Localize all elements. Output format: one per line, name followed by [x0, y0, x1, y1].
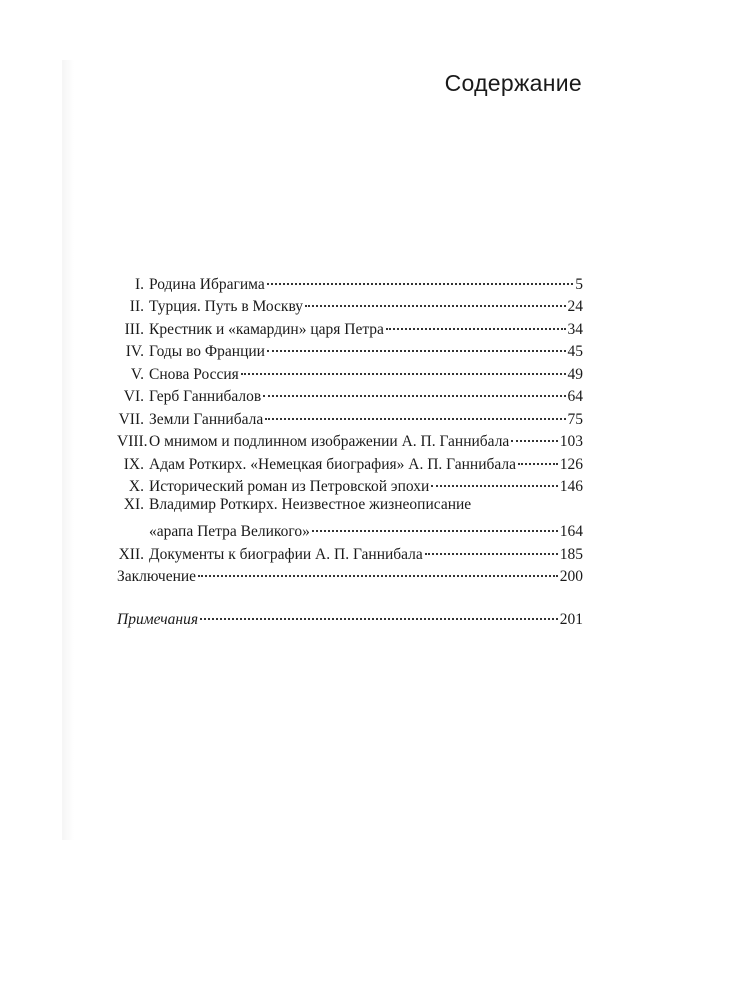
toc-entry-10[interactable] — [117, 474, 583, 497]
table-of-contents — [117, 271, 583, 629]
toc-entry-title: Адам Роткирх. «Немецкая биография» А. П. Ганнибала — [149, 455, 517, 473]
toc-entry-title: Крестник и «камардин» царя Петра — [149, 320, 384, 338]
toc-entry-title: Примечания — [117, 610, 199, 628]
toc-entry-title-continued: «арапа Петра Великого» — [149, 523, 310, 540]
dot-leader — [511, 425, 557, 443]
dot-leader — [518, 447, 558, 465]
dot-leader — [198, 560, 558, 578]
toc-entry-page: 185 — [559, 545, 583, 563]
toc-entry-title: Турция. Путь в Москву — [149, 298, 304, 315]
dot-leader — [305, 290, 565, 308]
toc-entry-page: 146 — [559, 478, 583, 495]
toc-entry-page: 75 — [567, 410, 583, 428]
toc-entry-page: 164 — [559, 523, 583, 540]
toc-entry-title: О мнимом и подлинном изображении А. П. Ганнибала — [149, 433, 510, 450]
toc-entry-number: IX. — [123, 455, 144, 473]
toc-entry-number: IV. — [125, 343, 144, 360]
dot-leader — [431, 470, 557, 488]
page-title: Содержание — [444, 70, 582, 96]
dot-leader — [267, 267, 574, 285]
toc-entry-page: 126 — [559, 455, 583, 473]
toc-entry-number: VI. — [123, 388, 144, 405]
toc-entry-title: Исторический роман из Петровской эпохи — [149, 478, 430, 495]
toc-entry-conclusion[interactable] — [117, 564, 583, 587]
toc-entry-title: Родина Ибрагима — [149, 275, 265, 293]
toc-entry-page: 45 — [567, 343, 583, 360]
toc-entry-title: Владимир Роткирх. Неизвестное жизнеописание — [149, 496, 472, 513]
toc-entry-8[interactable] — [117, 429, 583, 452]
dot-leader — [241, 357, 566, 375]
toc-entry-page: 5 — [575, 275, 583, 293]
toc-entry-page: 103 — [559, 433, 583, 450]
page-edge-shadow — [62, 60, 74, 840]
dot-leader — [265, 402, 565, 420]
toc-entry-number: XII. — [118, 545, 144, 563]
dot-leader — [312, 515, 558, 533]
toc-entry-title: Документы к биографии А. П. Ганнибала — [149, 545, 423, 563]
toc-entry-title: Снова Россия — [149, 365, 239, 383]
toc-entry-number: X. — [128, 478, 144, 495]
toc-entry-page: 49 — [567, 365, 583, 383]
toc-entry-title: Годы во Франции — [149, 343, 265, 360]
dot-leader — [267, 335, 566, 353]
dot-leader — [425, 537, 558, 555]
toc-entry-number: VIII. — [117, 433, 148, 450]
toc-entry-page: 24 — [567, 298, 583, 315]
toc-entry-page: 34 — [567, 320, 583, 338]
toc-entry-number: VII. — [118, 410, 144, 428]
toc-entry-title: Герб Ганнибалов — [149, 388, 262, 405]
toc-entry-title: Заключение — [117, 568, 197, 585]
dot-leader — [263, 380, 565, 398]
toc-entry-number: II. — [129, 298, 144, 315]
toc-entry-page: 200 — [559, 568, 583, 585]
toc-entry-page: 64 — [567, 388, 583, 405]
toc-entry-number: V. — [130, 365, 144, 383]
toc-entry-number: XI. — [123, 496, 144, 513]
toc-entry-title: Земли Ганнибала — [149, 410, 264, 428]
toc-entry-notes[interactable] — [117, 606, 583, 629]
dot-leader — [386, 312, 566, 330]
toc-entry-number: I. — [134, 275, 144, 293]
toc-entry-page: 201 — [559, 610, 583, 628]
toc-entry-number: III. — [124, 320, 144, 338]
dot-leader — [200, 602, 558, 620]
